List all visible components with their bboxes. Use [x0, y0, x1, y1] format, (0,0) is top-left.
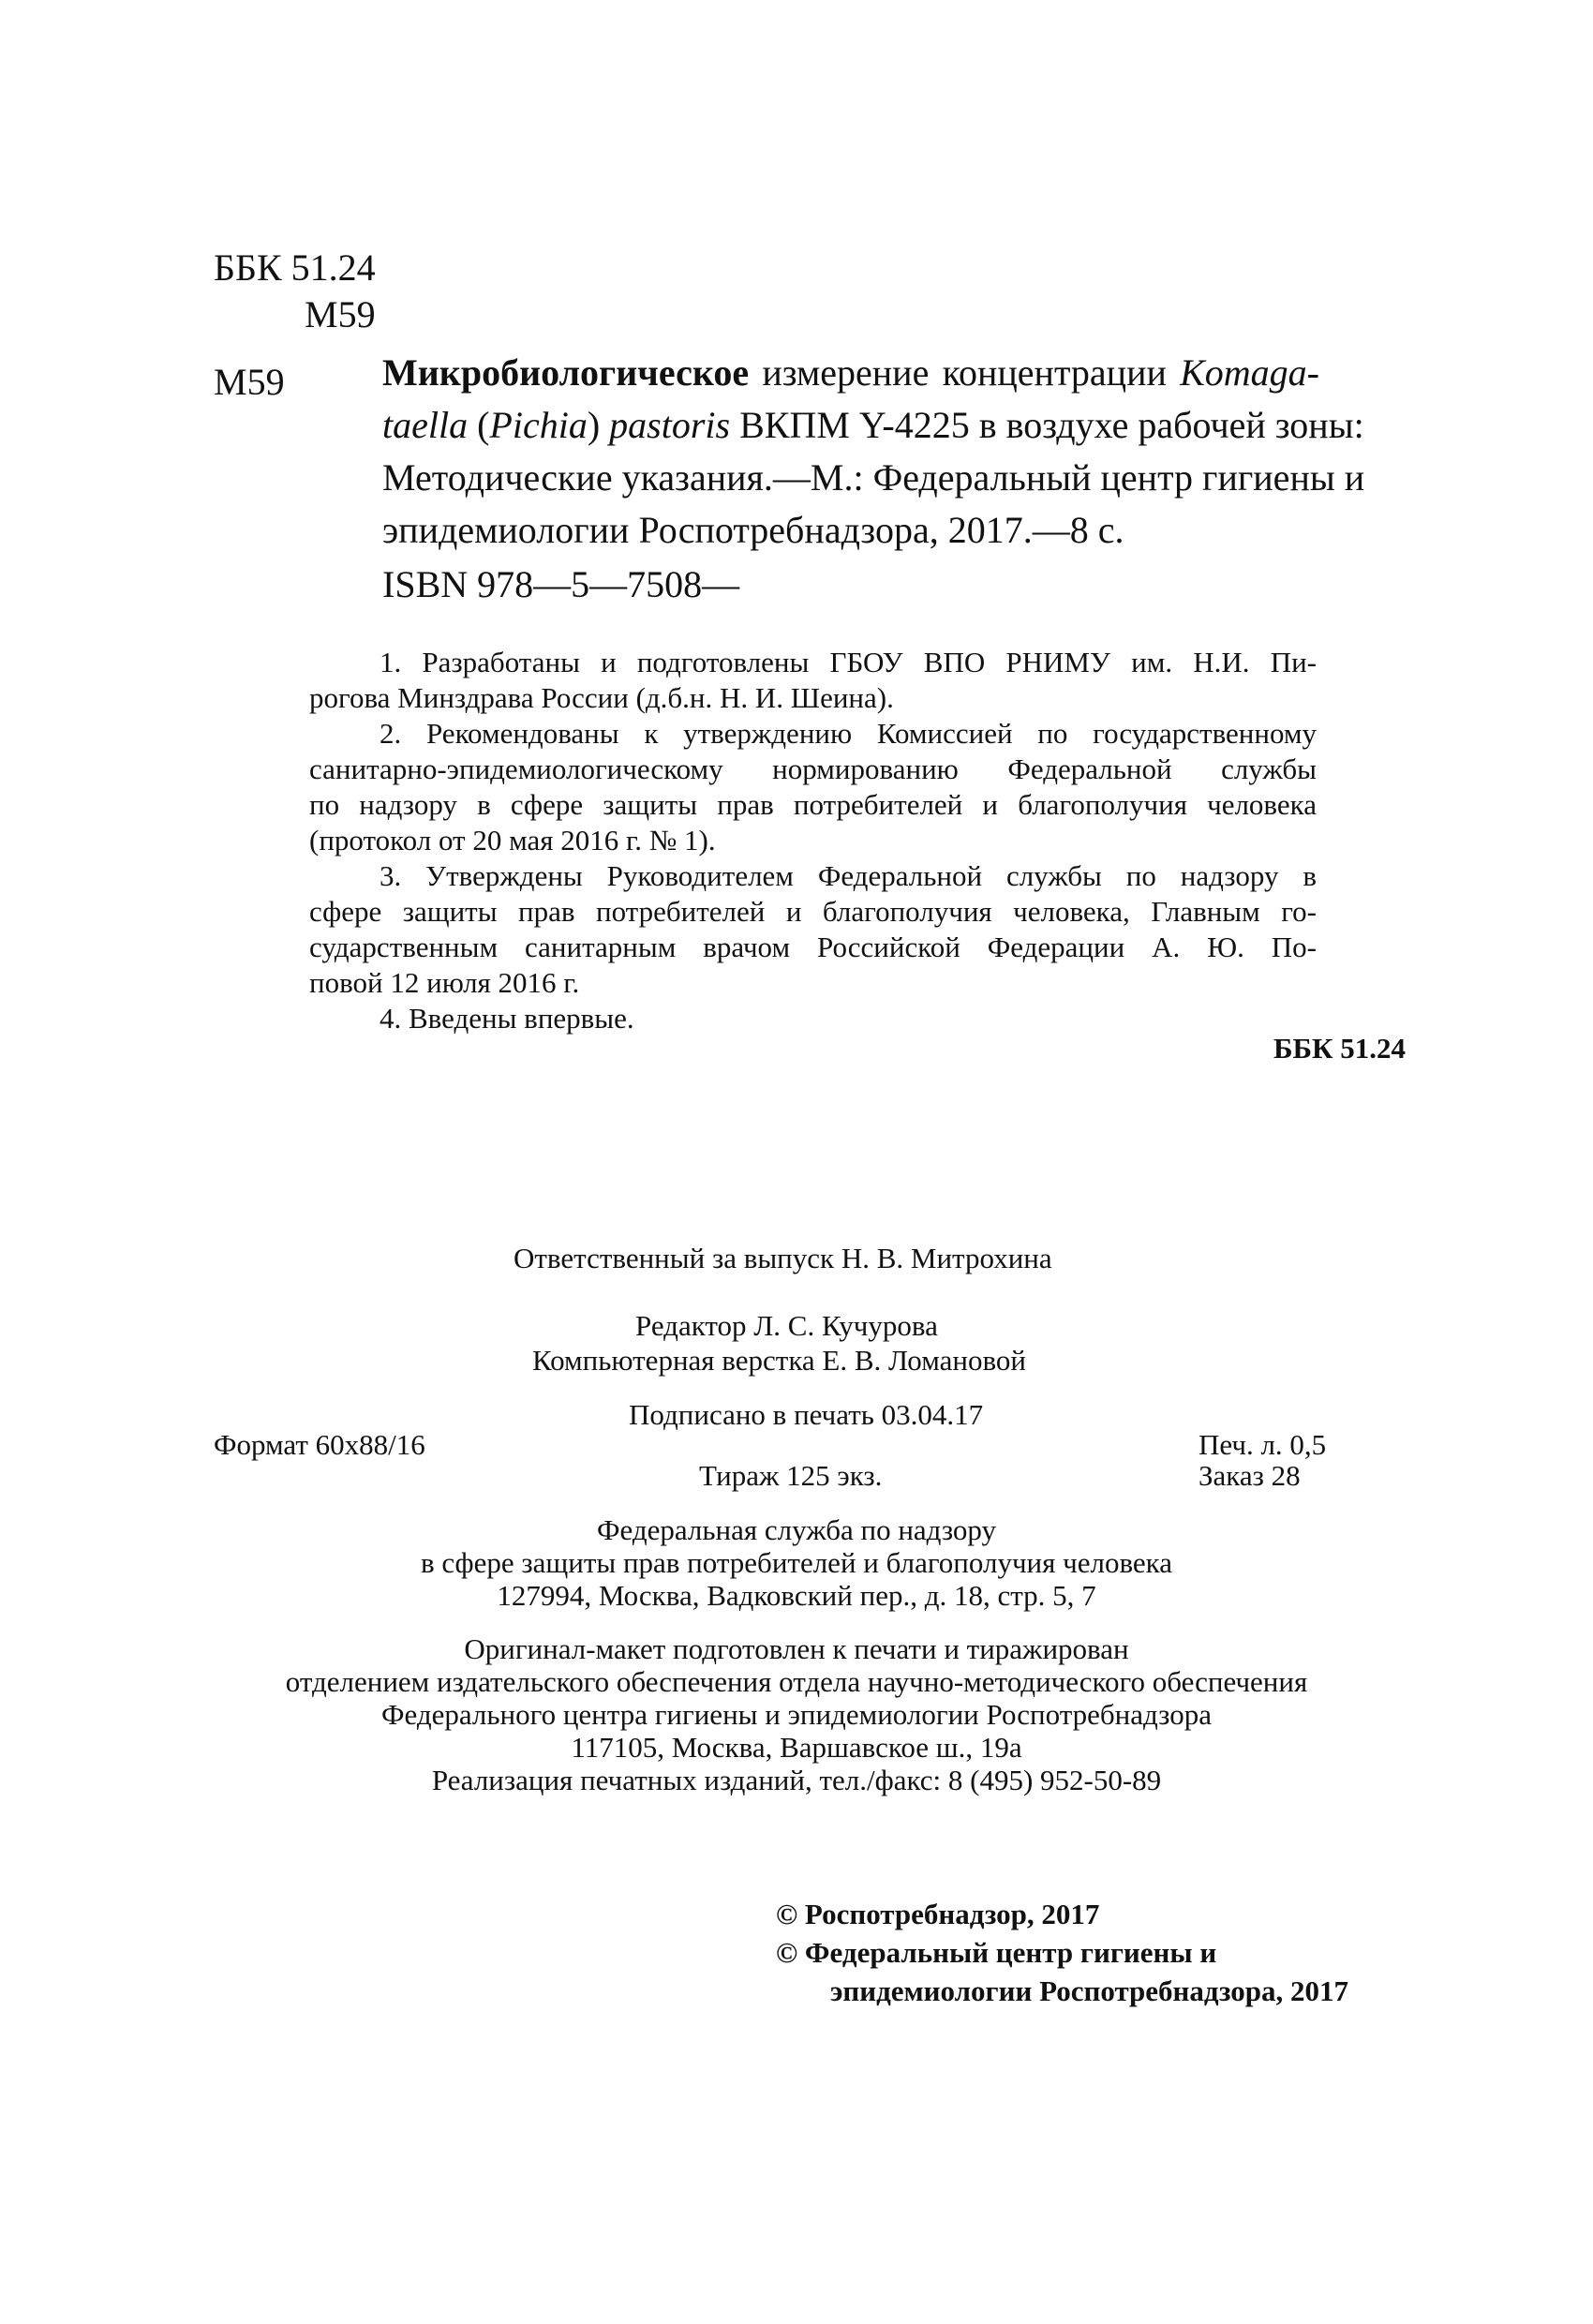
note-2-line-1: 2. Рекомендованы к утверждению Комиссией по государственному: [380, 717, 1317, 750]
printer-line-3: Федерального центра гигиены и эпидемиологии Роспотребнадзора: [381, 1698, 1212, 1731]
note-1-line-2: рогова Минздрава России (д.б.н. Н. И. Шеина).: [309, 681, 894, 714]
note-3-line-3: сударственным санитарным врачом Российской Федерации А. Ю. По-: [309, 931, 1317, 963]
publisher-line-2: в сфере защиты прав потребителей и благополучия человека: [420, 1546, 1173, 1579]
notes-block: [309, 645, 1317, 1036]
isbn: ISBN 978—5—7508—: [382, 563, 740, 605]
printer-line-1: Оригинал-макет подготовлен к печати и тиражирован: [464, 1632, 1129, 1665]
author-mark-side: М59: [214, 361, 285, 403]
copyright-line-2: © Федеральный центр гигиены и: [776, 1936, 1217, 1969]
note-1-line-1: 1. Разработаны и подготовлены ГБОУ ВПО РНИМУ им. Н.И. Пи-: [380, 646, 1317, 678]
biblio-title-bold: Микробиологическое: [382, 351, 750, 394]
note-4-line-1: 4. Введены впервые.: [380, 1002, 634, 1035]
print-format: Формат 60x88/16: [214, 1428, 425, 1461]
copyright-line-3: эпидемиологии Роспотребнадзора, 2017: [830, 1974, 1348, 2007]
bibliographic-record: [382, 347, 1365, 557]
note-3-line-1: 3. Утверждены Руководителем Федеральной службы по надзору в: [380, 859, 1317, 892]
print-run: Тираж 125 экз.: [699, 1459, 883, 1492]
biblio-text: ): [587, 404, 610, 446]
publisher-address: 127994, Москва, Вадковский пер., д. 18, стр. 5, 7: [497, 1579, 1096, 1612]
signed-for-print: Подписано в печать 03.04.17: [629, 1398, 984, 1431]
biblio-line-3: Методические указания.—М.: Федеральный центр гигиены и: [382, 456, 1365, 499]
biblio-line-2: [382, 399, 1364, 452]
note-2-line-4: (протокол от 20 мая 2016 г. № 1).: [309, 824, 716, 857]
biblio-italic: pastoris: [609, 404, 731, 446]
note-2-line-2: санитарно-эпидемиологическому нормированию Федеральной службы: [309, 752, 1317, 785]
biblio-text: (: [468, 404, 490, 446]
bbk-code-bottom: ББК 51.24: [1273, 1032, 1406, 1065]
copyright-block: [776, 1895, 1348, 2010]
biblio-italic: Pichia: [489, 404, 588, 446]
printer-contact: Реализация печатных изданий, тел./факс: 8 (495) 952-50-89: [431, 1764, 1162, 1796]
order-number: Заказ 28: [1198, 1459, 1301, 1492]
printer-line-2: отделением издательского обеспечения отдела научно-методического обеспечения: [285, 1665, 1308, 1698]
note-2-line-3: по надзору в сфере защиты прав потребителей и благополучия человека: [309, 788, 1317, 821]
layout-designer: Компьютерная верстка Е. В. Ломановой: [532, 1344, 1026, 1377]
biblio-line-1: [382, 347, 1319, 399]
print-sheets: Печ. л. 0,5: [1198, 1428, 1327, 1461]
note-3-line-4: повой 12 июля 2016 г.: [309, 966, 580, 999]
printer-address: 117105, Москва, Варшавское ш., 19а: [571, 1731, 1022, 1764]
author-mark-top: М59: [305, 293, 376, 335]
biblio-italic: Komaga-: [1180, 351, 1319, 394]
biblio-line-4: эпидемиологии Роспотребнадзора, 2017.—8 с.: [382, 509, 1124, 551]
biblio-text: измерение концентрации: [749, 351, 1181, 394]
note-3-line-2: сфере защиты прав потребителей и благополучия человека, Главным го-: [309, 895, 1317, 928]
bbk-code-top: ББК 51.24: [214, 246, 376, 289]
biblio-text: ВКПМ Y-4225 в воздухе рабочей зоны:: [730, 404, 1364, 446]
biblio-italic: taella: [382, 404, 469, 446]
editor: Редактор Л. С. Кучурова: [635, 1309, 938, 1342]
responsible-person: Ответственный за выпуск Н. В. Митрохина: [514, 1242, 1052, 1274]
copyright-line-1: © Роспотребнадзор, 2017: [776, 1898, 1100, 1930]
publisher-line-1: Федеральная служба по надзору: [597, 1513, 996, 1546]
